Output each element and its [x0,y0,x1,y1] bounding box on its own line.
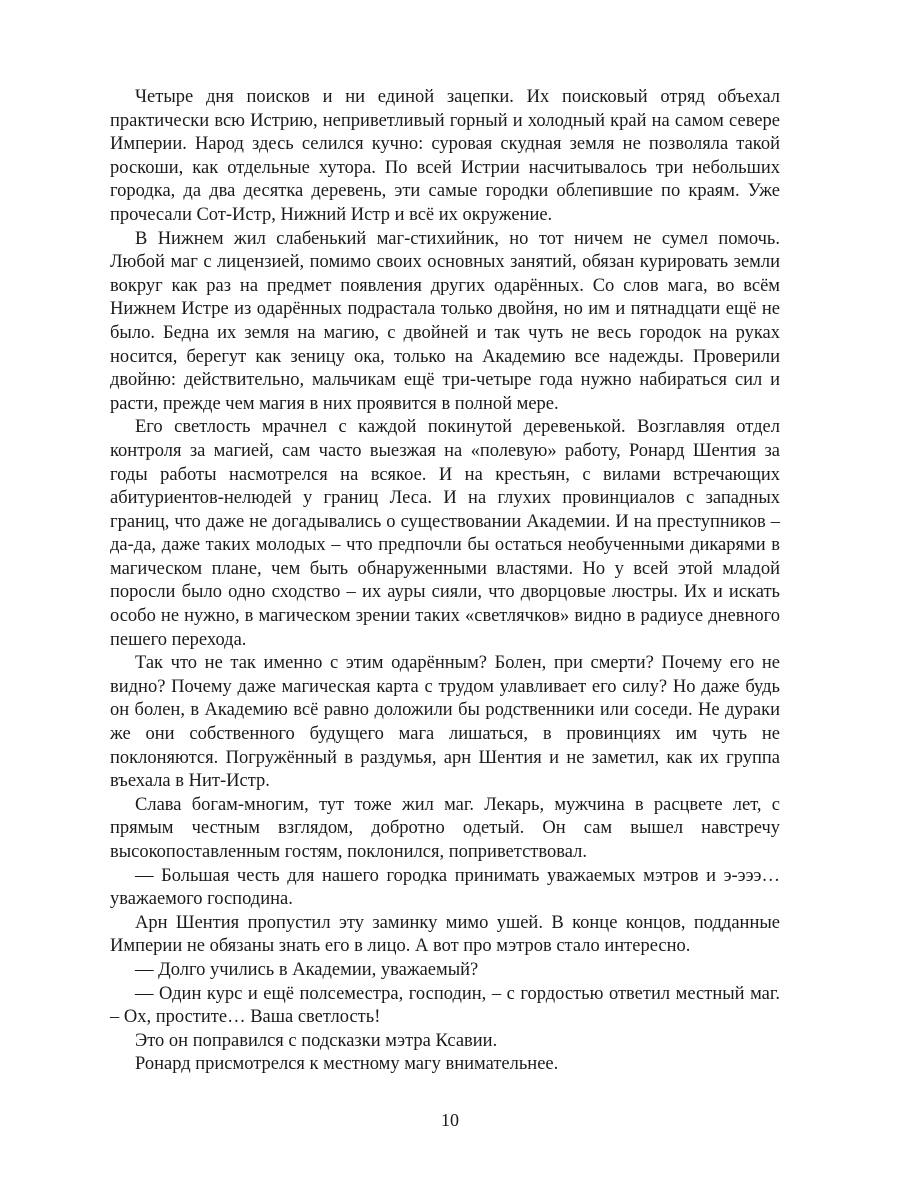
dialogue-line-1: — Большая честь для нашего городка принимать уважаемых мэтров и э-эээ… уважаемого господина. [110,865,780,910]
dialogue-line-3: — Один курс и ещё полсеместра, господин, – с гордостью ответил местный маг. – Ох, простите… Ваша светлость! [110,983,780,1028]
body-text [110,86,780,1077]
paragraph-4: Так что не так именно с этим одарённым? Болен, при смерти? Почему его не видно? Почему даже магическая карта с трудом улавливает его силу? Но даже будь он болен, в Академию всё равно доложили бы родственники или соседи. Не дураки же они собственного будущего мага лишаться, в провинциях им чуть не поклоняются. Погружённый в раздумья, арн Шентия и не заметил, как их группа въехала в Нит-Истр. [110,653,780,792]
paragraph-3: Его светлость мрачнел с каждой покинутой деревенькой. Возглавляя отдел контроля за магией, сам часто выезжая на «полевую» работу, Ронард Шентия за годы работы насмотрелся на всякое. И на крестьян, с вилами встречающих абитуриентов-нелюдей у границ Леса. И на глухих провинциалов с западных границ, что даже не догадывались о существовании Академии. И на преступников – да-да, даже таких молодых – что предпочли бы остаться необученными дикарями в магическом плане, чем быть обнаруженными властями. Но у всей этой младой поросли было одно сходство – их ауры сияли, что дворцовые люстры. Их и искать особо не нужно, в магическом зрении таких «светлячков» видно в радиусе дневного пешего перехода. [110,417,780,650]
paragraph-1: Четыре дня поисков и ни единой зацепки. Их поисковый отряд объехал практически всю Истрию, неприветливый горный и холодный край на самом севере Империи. Народ здесь селился кучно: суровая скудная земля не позволяла такой роскоши, как отдельные хутора. По всей Истрии насчитывалось три небольших городка, да два десятка деревень, эти самые городки облепившие по краям. Уже прочесали Сот-Истр, Нижний Истр и всё их окружение. [110,87,780,225]
paragraph-8: Ронард присмотрелся к местному магу внимательнее. [135,1054,559,1075]
page-number: 10 [441,1110,459,1130]
dialogue-line-2: — Долго учились в Академии, уважаемый? [135,959,479,980]
paragraph-5: Слава богам-многим, тут тоже жил маг. Лекарь, мужчина в расцвете лет, с прямым честным взглядом, добротно одетый. Он сам вышел навстречу высокопоставленным гостям, поклонился, поприветствовал. [110,794,780,862]
paragraph-6: Арн Шентия пропустил эту заминку мимо ушей. В конце концов, подданные Империи не обязаны знать его в лицо. А вот про мэтров стало интересно. [110,912,780,957]
paragraph-2: В Нижнем жил слабенький маг-стихийник, но тот ничем не сумел помочь. Любой маг с лицензией, помимо своих основных занятий, обязан курировать земли вокруг как раз на предмет появления других одарённых. Со слов мага, во всём Нижнем Истре из одарённых подрастала только двойня, но им и пятнадцати ещё не было. Бедна их земля на магию, с двойней и так чуть не весь городок на руках носится, берегут как зеницу ока, только на Академию все надежды. Проверили двойню: действительно, мальчикам ещё три-четыре года нужно набираться сил и расти, прежде чем магия в них проявится в полной мере. [110,228,780,414]
paragraph-7: Это он поправился с подсказки мэтра Ксавии. [135,1030,498,1051]
